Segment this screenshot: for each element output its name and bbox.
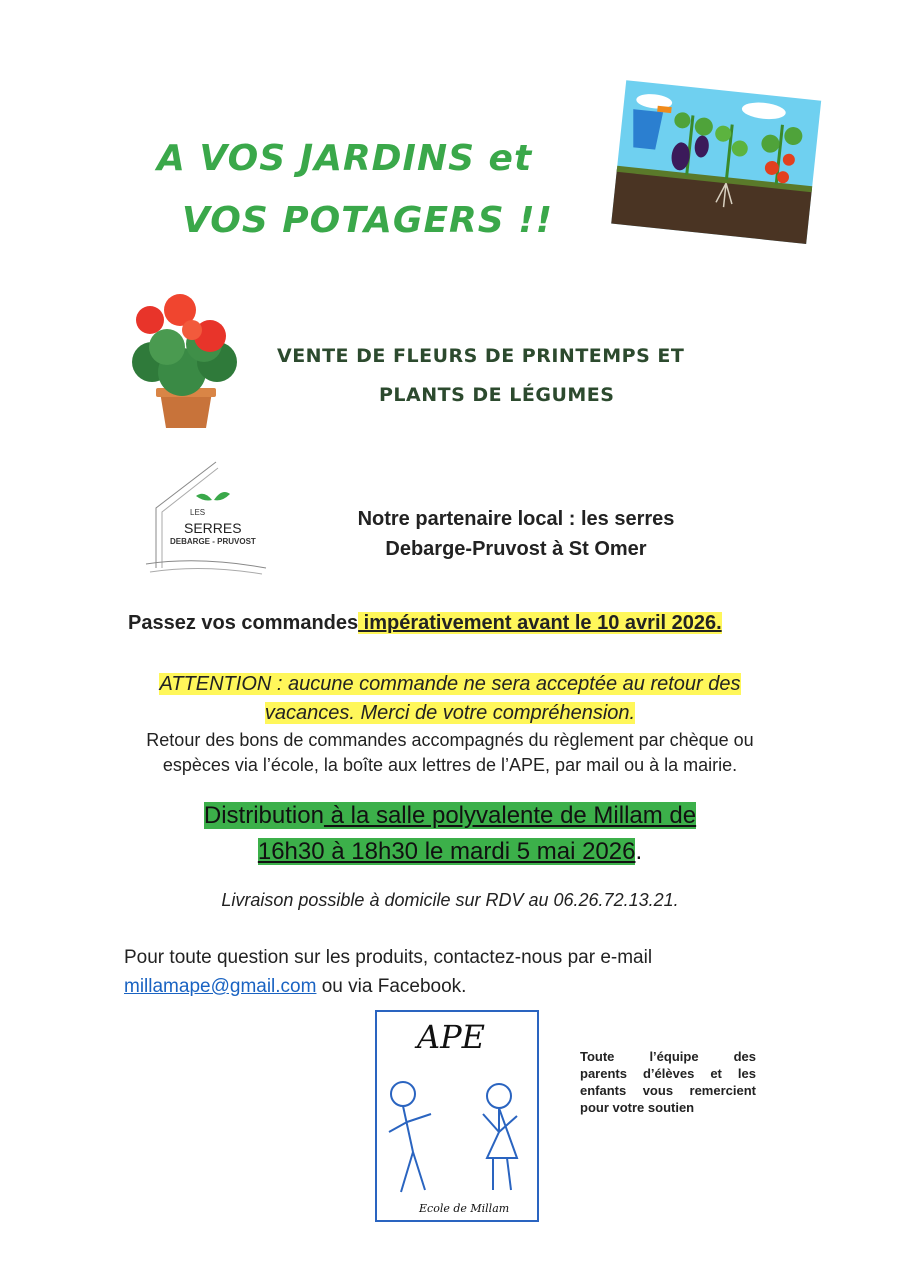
title-line-2: VOS POTAGERS !! [182, 200, 554, 241]
serres-debarge-pruvost-logo [140, 456, 270, 578]
partner-line-2: Debarge-Pruvost à St Omer [385, 538, 647, 560]
distribution-time: 16h30 à 18h30 le mardi 5 mai 2026 [257, 838, 636, 865]
attention-block [100, 670, 800, 728]
ape-logo-title: APE [417, 1018, 485, 1056]
attention-line-1: ATTENTION : aucune commande ne sera acceptée au retour des [159, 673, 741, 695]
order-prefix: Passez vos commandes [128, 612, 359, 634]
attention-line-2: vacances. Merci de votre compréhension. [264, 702, 636, 724]
distribution-block [100, 798, 800, 870]
thanks-block [580, 1048, 756, 1116]
distribution-tail: . [635, 838, 643, 865]
contact-line-1: Pour toute question sur les produits, contactez-nous par e-mail [124, 947, 653, 968]
contact-block [124, 943, 774, 1001]
vegetable-garden-illustration [608, 78, 823, 250]
ape-logo-school: Ecole de Millam [419, 1202, 510, 1215]
retour-line-1: Retour des bons de commandes accompagnés du règlement par chèque ou [146, 730, 754, 750]
thanks-line-1: Toute l’équipe des [580, 1049, 756, 1064]
livraison-text: Livraison possible à domicile sur RDV au 06.26.72.13.21. [221, 890, 679, 910]
email-link[interactable]: millamape@gmail.com [124, 976, 317, 997]
subtitle-line-2: PLANTS DE LÉGUMES [379, 384, 615, 406]
contact-suffix: ou via Facebook. [316, 976, 467, 997]
thanks-line-2: parents d’élèves et les [580, 1066, 756, 1081]
serres-logo-les: LES [190, 508, 206, 517]
serres-logo-name: DEBARGE - PRUVOST [170, 537, 256, 546]
thanks-line-3: enfants vous remercient [580, 1083, 756, 1098]
serres-logo-serres: SERRES [184, 520, 242, 536]
geranium-flower-pot-illustration [122, 292, 250, 432]
distribution-place: à la salle polyvalente de Millam de [323, 802, 697, 829]
retour-line-2: espèces via l’école, la boîte aux lettres de l’APE, par mail ou à la mairie. [162, 755, 738, 775]
ape-logo [375, 1010, 539, 1222]
partner-line-1: Notre partenaire local : les serres [357, 508, 675, 530]
ape-children-drawing [377, 1062, 537, 1202]
title-line-1: A VOS JARDINS et [157, 138, 533, 179]
retour-block [100, 728, 800, 778]
subtitle-line-1: VENTE DE FLEURS DE PRINTEMPS ET [277, 345, 685, 367]
distribution-word: Distribution [203, 802, 324, 829]
thanks-line-4: pour votre soutien [580, 1100, 695, 1115]
order-deadline: impérativement avant le 10 avril 2026. [358, 612, 722, 634]
order-deadline-line [128, 612, 722, 635]
